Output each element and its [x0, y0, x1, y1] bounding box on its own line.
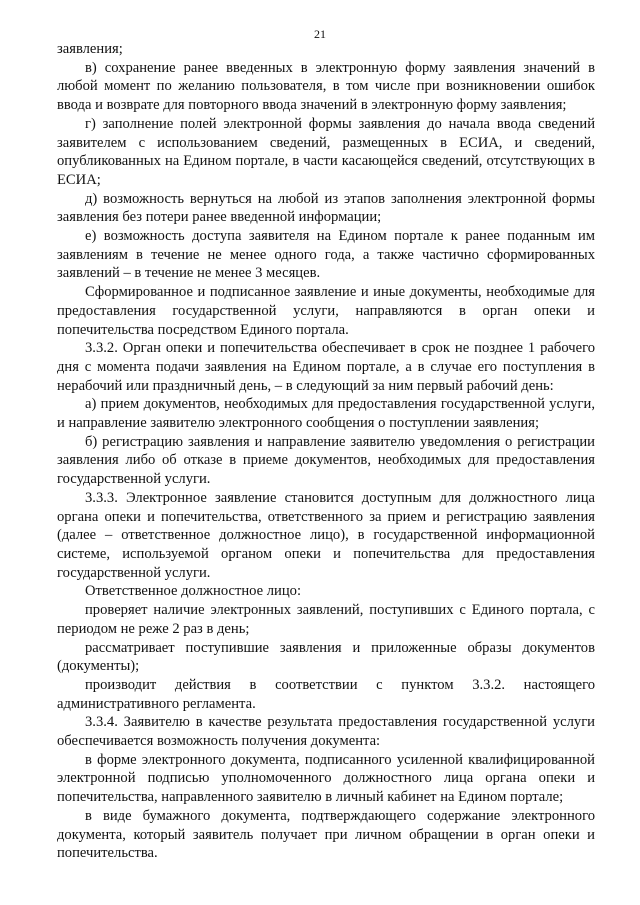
paragraph-3-3-2: 3.3.2. Орган опеки и попечительства обеспечивает в срок не позднее 1 рабочего дня с момента подачи заявления на Едином портале, а в случае его поступления в нерабочий или праздничный день, – в следующий за ним первый рабочий день: — [57, 340, 595, 394]
paragraph-electronic-document: в форме электронного документа, подписанного усиленной квалифицированной электронной подписью уполномоченного должностного лица органа опеки и попечительства, направленного заявителю в личный кабинет на Едином портале; — [57, 751, 595, 806]
page-number: 21 — [314, 27, 326, 41]
paragraph-continuation: заявления; — [57, 41, 123, 57]
paragraph-item-g: г) заполнение полей электронной формы заявления до начала ввода сведений заявителем с использованием сведений, размещенных в ЕСИА, и сведений, опубликованных на Едином портале, в части касающейся сведений, отсутствующих в ЕСИА; — [57, 115, 595, 188]
paragraph-item-d: д) возможность вернуться на любой из этапов заполнения электронной формы заявления без потери ранее введенной информации; — [57, 190, 595, 226]
paragraph-submission: Сформированное и подписанное заявление и иные документы, необходимые для предоставления государственной услуги, направляются в орган опеки и попечительства посредством Единого портала. — [57, 284, 595, 338]
paragraph-item-a: а) прием документов, необходимых для предоставления государственной услуги, и направление заявителю электронного сообщения о поступлении заявления; — [57, 396, 595, 432]
paragraph-checks: проверяет наличие электронных заявлений, поступивших с Единого портала, с периодом не реже 2 раз в день; — [57, 602, 595, 637]
paragraph-3-3-3: 3.3.3. Электронное заявление становится доступным для должностного лица органа опеки и попечительства, ответственного за прием и регистрацию заявления (далее – ответственное должностное лицо), в государственной информационной системе, используемой органом опеки и попечительства для предоставления государственной услуги. — [57, 489, 595, 581]
paragraph-item-e: е) возможность доступа заявителя на Едином портале к ранее поданным им заявлениям в течение не менее одного года, а также частично сформированных заявлений – в течение не менее 3 месяцев. — [57, 228, 595, 282]
paragraph-item-b: б) регистрацию заявления и направление заявителю уведомления о регистрации заявления либо об отказе в приеме документов, необходимых для предоставления государственной услуги. — [57, 433, 595, 488]
paragraph-responsible-official: Ответственное должностное лицо: — [85, 583, 301, 600]
document-body — [57, 40, 595, 863]
paragraph-3-3-4: 3.3.4. Заявителю в качестве результата предоставления государственной услуги обеспечивается возможность получения документа: — [57, 714, 595, 750]
paragraph-paper-document: в виде бумажного документа, подтверждающего содержание электронного документа, который заявитель получает при личном обращении в орган опеки и попечительства. — [57, 807, 595, 862]
paragraph-reviews: рассматривает поступившие заявления и приложенные образы документов (документы); — [57, 639, 595, 675]
paragraph-performs: производит действия в соответствии с пунктом 3.3.2. настоящего административного регламента. — [57, 676, 595, 712]
paragraph-item-v: в) сохранение ранее введенных в электронную форму заявления значений в любой момент по желанию пользователя, в том числе при возникновении ошибок ввода и возврате для повторного ввода значений в электронную форму заявления; — [57, 59, 595, 114]
